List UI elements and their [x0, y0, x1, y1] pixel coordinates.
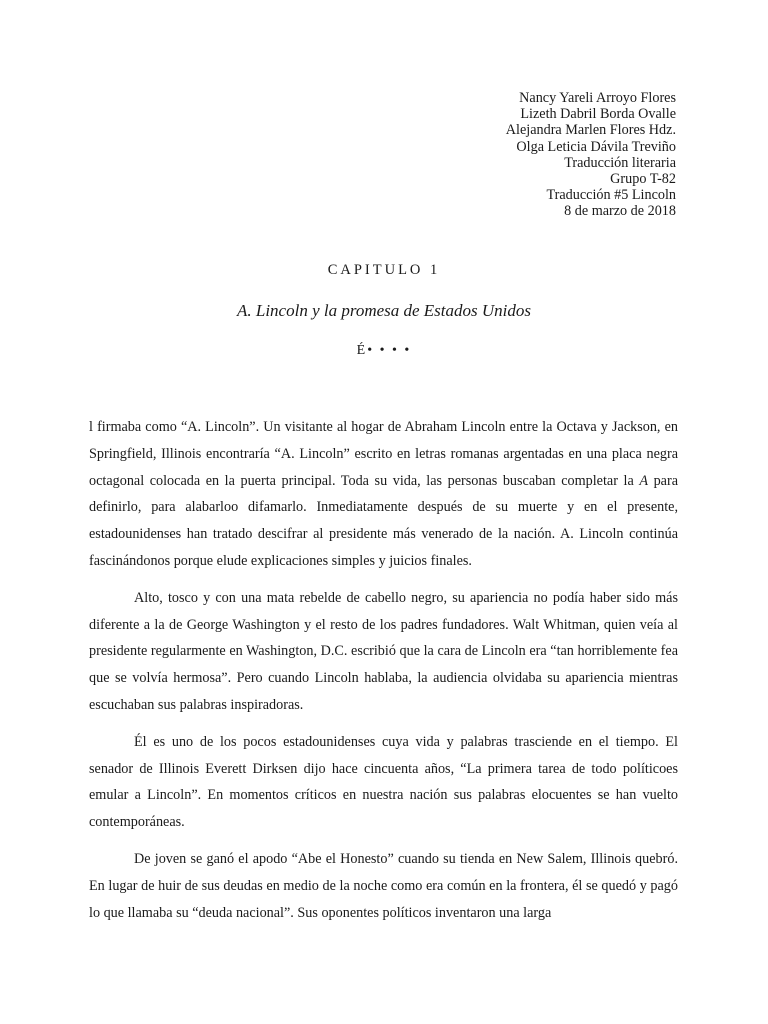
header-line-date: 8 de marzo de 2018 [564, 203, 676, 220]
paragraph-1-end: para definirlo, para alabarloo difamarlo. Inmediatamente después de su muerte y en el presente, estadounidenses han tratado descifrar al presidente más venerado de la nación. A. Lincoln continúa fascinándonos porque elude explicaciones simples y juicios finales. [89, 472, 678, 569]
paragraph-1-start: l firmaba como “A. Lincoln”. Un visitante al hogar de Abraham Lincoln entre la Octava y Jackson, en Springfield, Illinois encontraría “A. Lincoln” escrito en letras romanas argentadas en una placa negra octagonal colocada en la puerta principal. Toda su vida, las personas buscaban completar la [89, 419, 678, 489]
header-line-assignment: Traducción #5 Lincoln [546, 187, 676, 204]
chapter-label: CAPITULO 1 [327, 262, 441, 278]
paragraph-1-italic: A [639, 472, 648, 489]
paragraph-3: Él es uno de los pocos estadounidenses cuya vida y palabras trasciende en el tiempo. El senador de Illinois Everett Dirksen dijo hace cincuenta años, “La primera tarea de todo políticoes emular a Lincoln”. En momentos críticos en nuestra nación sus palabras elocuentes se han vuelto contemporáneas. [89, 733, 678, 831]
paragraph-2: Alto, tosco y con una mata rebelde de cabello negro, su apariencia no podía haber sido más diferente a la de George Washington y el resto de los padres fundadores. Walt Whitman, quien veía al presidente regularmente en Washington, D.C. escribió que la cara de Lincoln era “tan horriblemente fea que se volvía hermosa”. Pero cuando Lincoln hablaba, la audiencia olvidaba su apariencia mientras escuchaban sus palabras inspiradoras. [89, 589, 678, 713]
header-line-author-3: Alejandra Marlen Flores Hdz. [505, 122, 676, 139]
chapter-ornament: É• • • • [356, 343, 412, 358]
header-line-group: Grupo T-82 [610, 171, 676, 188]
header-line-author-2: Lizeth Dabril Borda Ovalle [520, 106, 676, 123]
body-text [89, 414, 678, 936]
header-line-author-1: Nancy Yareli Arroyo Flores [519, 90, 676, 106]
paragraph-4: De joven se ganó el apodo “Abe el Honesto” cuando su tienda en New Salem, Illinois quebró. En lugar de huir de sus deudas en medio de la noche como era común en la frontera, él se quedó y pagó lo que llamaba su “deuda nacional”. Sus oponentes políticos inventaron una larga [89, 850, 678, 921]
paragraph-1 [89, 414, 678, 575]
header-line-course: Traducción literaria [564, 154, 676, 171]
header-line-author-4: Olga Leticia Dávila Treviño [516, 138, 676, 155]
chapter-title: A. Lincoln y la promesa de Estados Unidos [236, 301, 532, 320]
author-header [506, 90, 676, 220]
